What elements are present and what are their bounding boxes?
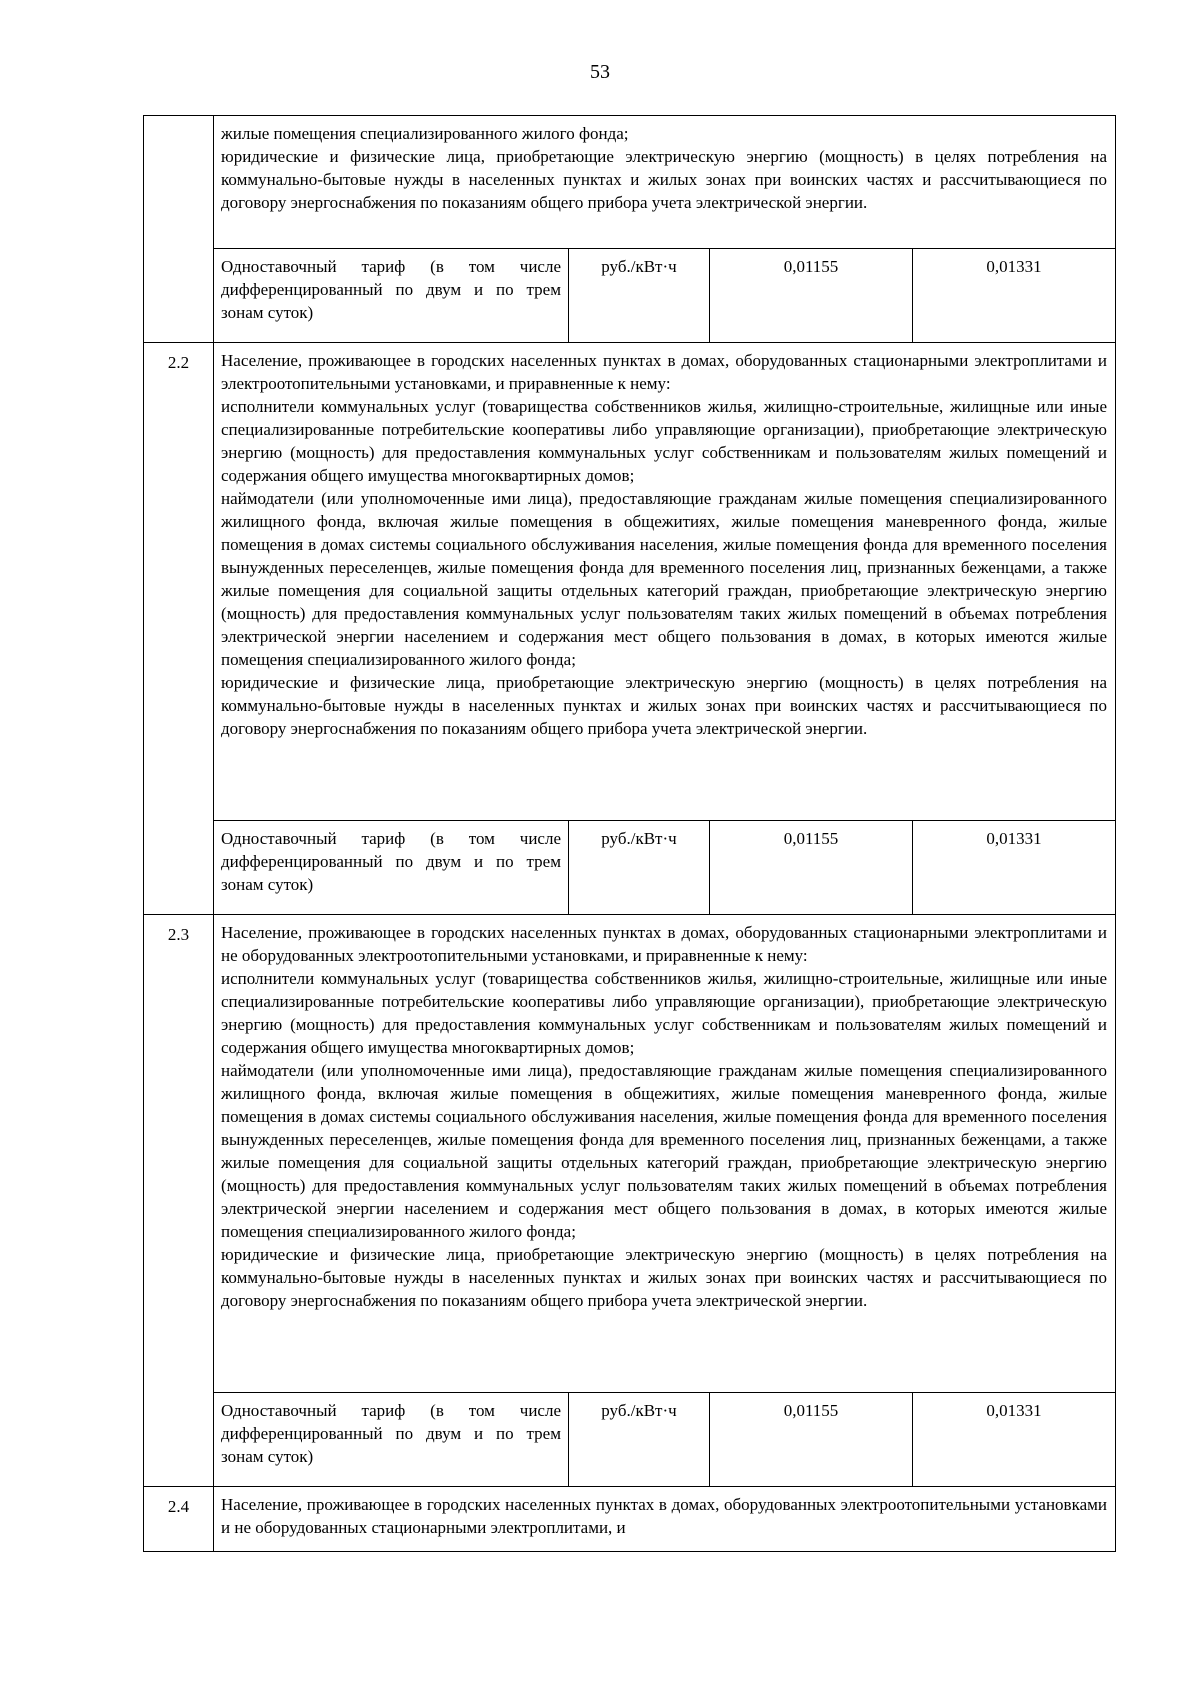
tariff-value-1: 0,01155	[710, 249, 913, 342]
description-paragraph: исполнители коммунальных услуг (товарищества собственников жилья, жилищно-строительные, жилищные или иные специализированные потребительские кооперативы либо управляющие организации), приобретающие электрическую энергию (мощность) для предоставления коммунальных услуг собственникам и пользователям жилых помещений и содержания общего имущества многоквартирных домов;	[221, 397, 1107, 485]
tariff-unit: руб./кВт·ч	[569, 249, 710, 342]
tariff-row	[144, 1393, 1116, 1487]
tariff-unit: руб./кВт·ч	[569, 821, 710, 914]
description-paragraph: юридические и физические лица, приобретающие электрическую энергию (мощность) в целях потребления на коммунально-бытовые нужды в населенных пунктах и жилых зонах при воинских частях и рассчитывающиеся по договору энергоснабжения по показаниям общего прибора учета электрической энергии.	[221, 147, 1107, 212]
tariff-value-2: 0,01331	[986, 1401, 1042, 1420]
table-row	[144, 343, 1116, 821]
description-paragraph: Население, проживающее в городских населенных пунктах в домах, оборудованных стационарными электроплитами и электроотопительными установками, и приравненные к нему:	[221, 351, 1107, 393]
tariff-value-2: 0,01331	[986, 829, 1042, 848]
description-paragraph: наймодатели (или уполномоченные ими лица), предоставляющие гражданам жилые помещения специализированного жилищного фонда, включая жилые помещения в общежитиях, жилые помещения маневренного фонда, жилые помещения в домах системы социального обслуживания населения, жилые помещения фонда для временного поселения вынужденных переселенцев, жилые помещения фонда для временного поселения лиц, признанных беженцами, а также жилые помещения для социальной защиты отдельных категорий граждан, приобретающие электрическую энергию (мощность) для предоставления коммунальных услуг пользователям таких жилых помещений в объемах потребления электрической энергии населением и содержания мест общего пользования в домах, в которых имеются жилые помещения специализированного жилого фонда;	[221, 489, 1107, 669]
description-paragraph: жилые помещения специализированного жилого фонда;	[221, 124, 629, 143]
description-paragraph: Население, проживающее в городских населенных пунктах в домах, оборудованных стационарными электроплитами и не оборудованных электроотопительными установками, и приравненные к нему:	[221, 923, 1107, 965]
tariff-value-2: 0,01331	[986, 257, 1042, 276]
table-row	[144, 1487, 1116, 1552]
tariff-row	[144, 821, 1116, 915]
row-number: 2.3	[144, 915, 214, 1487]
tariff-row	[144, 249, 1116, 343]
row-description	[214, 343, 1116, 821]
tariff-name: Одноставочный тариф (в том числе дифференцированный по двум и по трем зонам суток)	[214, 821, 569, 914]
description-paragraph: наймодатели (или уполномоченные ими лица), предоставляющие гражданам жилые помещения специализированного жилищного фонда, включая жилые помещения в общежитиях, жилые помещения маневренного фонда, жилые помещения в домах системы социального обслуживания населения, жилые помещения фонда для временного поселения вынужденных переселенцев, жилые помещения фонда для временного поселения лиц, признанных беженцами, а также жилые помещения для социальной защиты отдельных категорий граждан, приобретающие электрическую энергию (мощность) для предоставления коммунальных услуг пользователям таких жилых помещений в объемах потребления электрической энергии населением и содержания мест общего пользования в домах, в которых имеются жилые помещения специализированного жилого фонда;	[221, 1061, 1107, 1241]
row-description	[214, 116, 1116, 249]
description-paragraph: юридические и физические лица, приобретающие электрическую энергию (мощность) в целях потребления на коммунально-бытовые нужды в населенных пунктах и жилых зонах при воинских частях и рассчитывающиеся по договору энергоснабжения по показаниям общего прибора учета электрической энергии.	[221, 1245, 1107, 1310]
tariff-table	[143, 115, 1116, 1552]
description-paragraph: Население, проживающее в городских населенных пунктах в домах, оборудованных электроотопительными установками и не оборудованных стационарными электроплитами, и	[221, 1495, 1107, 1537]
table-row	[144, 915, 1116, 1393]
table-row	[144, 116, 1116, 249]
description-paragraph: юридические и физические лица, приобретающие электрическую энергию (мощность) в целях потребления на коммунально-бытовые нужды в населенных пунктах и жилых зонах при воинских частях и рассчитывающиеся по договору энергоснабжения по показаниям общего прибора учета электрической энергии.	[221, 673, 1107, 738]
tariff-value-1: 0,01155	[710, 1393, 913, 1486]
row-description	[214, 915, 1116, 1393]
tariff-value-1: 0,01155	[710, 821, 913, 914]
row-number	[144, 116, 214, 343]
description-paragraph: исполнители коммунальных услуг (товарищества собственников жилья, жилищно-строительные, жилищные или иные специализированные потребительские кооперативы либо управляющие организации), приобретающие электрическую энергию (мощность) для предоставления коммунальных услуг собственникам и пользователям жилых помещений и содержания общего имущества многоквартирных домов;	[221, 969, 1107, 1057]
tariff-unit: руб./кВт·ч	[569, 1393, 710, 1486]
row-number: 2.2	[144, 343, 214, 915]
tariff-name: Одноставочный тариф (в том числе дифференцированный по двум и по трем зонам суток)	[214, 249, 569, 342]
tariff-name: Одноставочный тариф (в том числе дифференцированный по двум и по трем зонам суток)	[214, 1393, 569, 1486]
page-number: 53	[590, 61, 610, 83]
row-number: 2.4	[144, 1487, 214, 1552]
row-description	[214, 1487, 1116, 1552]
